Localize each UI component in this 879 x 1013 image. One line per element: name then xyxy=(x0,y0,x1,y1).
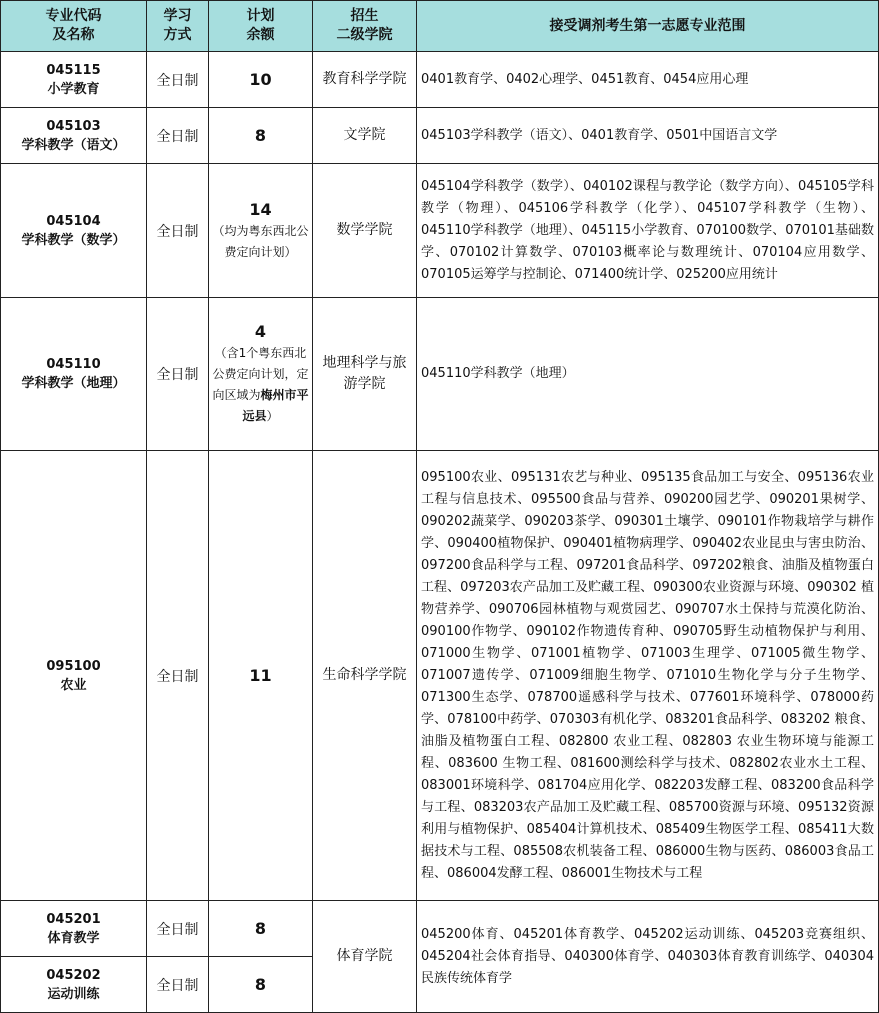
major-code: 095100 xyxy=(46,658,101,674)
plan-count: 4 xyxy=(254,322,267,341)
plan-count: 8 xyxy=(254,918,267,938)
study-mode: 全日制 xyxy=(147,108,209,164)
plan-cell xyxy=(209,451,313,901)
scope: 045110学科教学（地理） xyxy=(417,298,879,451)
college: 体育学院 xyxy=(313,901,417,1013)
plan-cell xyxy=(209,164,313,298)
college: 教育科学学院 xyxy=(313,52,417,108)
table-row xyxy=(1,451,879,901)
major-cell xyxy=(1,164,147,298)
scope: 045104学科教学（数学）、040102课程与教学论（数学方向）、045105学科教学（物理）、045106学科教学（化学）、045107学科教学（生物）、045110学科教学（地理）、045115小学教育、070100数学、070101基础数学、070102计算数学、070103概率论与数理统计、070104应用数学、070105运筹学与控制论、071400统计学、025200应用统计 xyxy=(417,164,879,298)
table-row xyxy=(1,52,879,108)
major-code: 045103 xyxy=(46,118,101,134)
major-name: 运动训练 xyxy=(47,986,100,1002)
plan-cell xyxy=(209,298,313,451)
plan-count: 14 xyxy=(249,199,272,219)
header-plan: 计划 余额 xyxy=(209,1,313,52)
scope: 045103学科教学（语文）、0401教育学、0501中国语言文学 xyxy=(417,108,879,164)
scope: 095100农业、095131农艺与种业、095135食品加工与安全、095136农业工程与信息技术、095500食品与营养、090200园艺学、090201果树学、090202蔬菜学、090203茶学、090301土壤学、090101作物栽培学与耕作学、090400植物保护、090401植物病理学、090402农业昆虫与害虫防治、097200食品科学与工程、097201食品科学、097202粮食、油脂及植物蛋白工程、097203农产品加工及贮藏工程、090300农业资源与环境、090302 植物营养学、090706园林植物与观赏园艺、090707水土保持与荒漠化防治、090100作物学、090102作物遗传育种、090705野生动植物保护与利用、071000生物学、071001植物学、071003生理学、071005微生物学、071007遗传学、071009细胞生物学、071010生物化学与分子生物学、071300生态学、078700遥感科学与技术、077601环境科学、078000药学、078100中药学、070303有机化学、083201食品科学、083202 粮食、油脂及植物蛋白工程、082800 农业工程、082803 农业生物环境与能源工程、083600 生物工程、081600测绘科学与技术、082802农业水土工程、083001环境科学、081704应用化学、082203发酵工程、083200食品科学与工程、083203农产品加工及贮藏工程、085700资源与环境、095132资源利用与植物保护、085404计算机技术、085409生物医学工程、085411大数据技术与工程、085508农机装备工程、086000生物与医药、086003食品工程、086004发酵工程、086001生物技术与工程 xyxy=(417,451,879,901)
plan-note-end: ） xyxy=(266,409,279,423)
college: 文学院 xyxy=(313,108,417,164)
study-mode: 全日制 xyxy=(147,451,209,901)
header-scope: 接受调剂考生第一志愿专业范围 xyxy=(417,1,879,52)
table-row xyxy=(1,298,879,451)
study-mode: 全日制 xyxy=(147,298,209,451)
plan-cell xyxy=(209,957,313,1013)
major-name: 农业 xyxy=(60,677,87,693)
major-code: 045104 xyxy=(46,213,101,229)
major-code: 045202 xyxy=(46,967,101,983)
plan-note-text: （含1个粤东西北公费定向计划，定向区域为 xyxy=(212,346,309,402)
major-code: 045115 xyxy=(46,62,101,78)
major-cell xyxy=(1,52,147,108)
header-major: 专业代码 及名称 xyxy=(1,1,147,52)
college: 生命科学学院 xyxy=(313,451,417,901)
major-code: 045110 xyxy=(46,357,101,372)
study-mode: 全日制 xyxy=(147,164,209,298)
major-cell xyxy=(1,901,147,957)
major-cell xyxy=(1,298,147,451)
plan-count: 10 xyxy=(249,69,272,89)
header-row xyxy=(1,1,879,52)
college: 数学学院 xyxy=(313,164,417,298)
study-mode: 全日制 xyxy=(147,52,209,108)
college: 地理科学与旅游学院 xyxy=(313,298,417,451)
major-cell xyxy=(1,108,147,164)
scope: 045200体育、045201体育教学、045202运动训练、045203竞赛组织、045204社会体育指导、040300体育学、040303体育教育训练学、040304民族传统体育学 xyxy=(417,901,879,1013)
table-row xyxy=(1,108,879,164)
plan-cell xyxy=(209,901,313,957)
major-cell xyxy=(1,451,147,901)
plan-count: 8 xyxy=(254,974,267,994)
major-name: 学科教学（语文） xyxy=(21,137,126,153)
plan-note: （均为粤东西北公费定向计划） xyxy=(212,223,309,259)
major-name: 学科教学（数学） xyxy=(21,232,126,248)
plan-cell xyxy=(209,52,313,108)
plan-cell xyxy=(209,108,313,164)
major-code: 045201 xyxy=(46,911,101,927)
plan-count: 8 xyxy=(254,125,267,145)
study-mode: 全日制 xyxy=(147,957,209,1013)
header-mode: 学习 方式 xyxy=(147,1,209,52)
plan-count: 11 xyxy=(249,665,272,685)
table-row xyxy=(1,901,879,957)
major-name: 学科教学（地理） xyxy=(21,376,126,391)
plan-note xyxy=(209,343,312,427)
major-cell xyxy=(1,957,147,1013)
header-college: 招生 二级学院 xyxy=(313,1,417,52)
plan-note-region: 梅州市平远县 xyxy=(242,388,309,423)
study-mode: 全日制 xyxy=(147,901,209,957)
scope: 0401教育学、0402心理学、0451教育、0454应用心理 xyxy=(417,52,879,108)
table-row xyxy=(1,164,879,298)
major-name: 小学教育 xyxy=(47,81,100,97)
major-name: 体育教学 xyxy=(47,930,100,946)
